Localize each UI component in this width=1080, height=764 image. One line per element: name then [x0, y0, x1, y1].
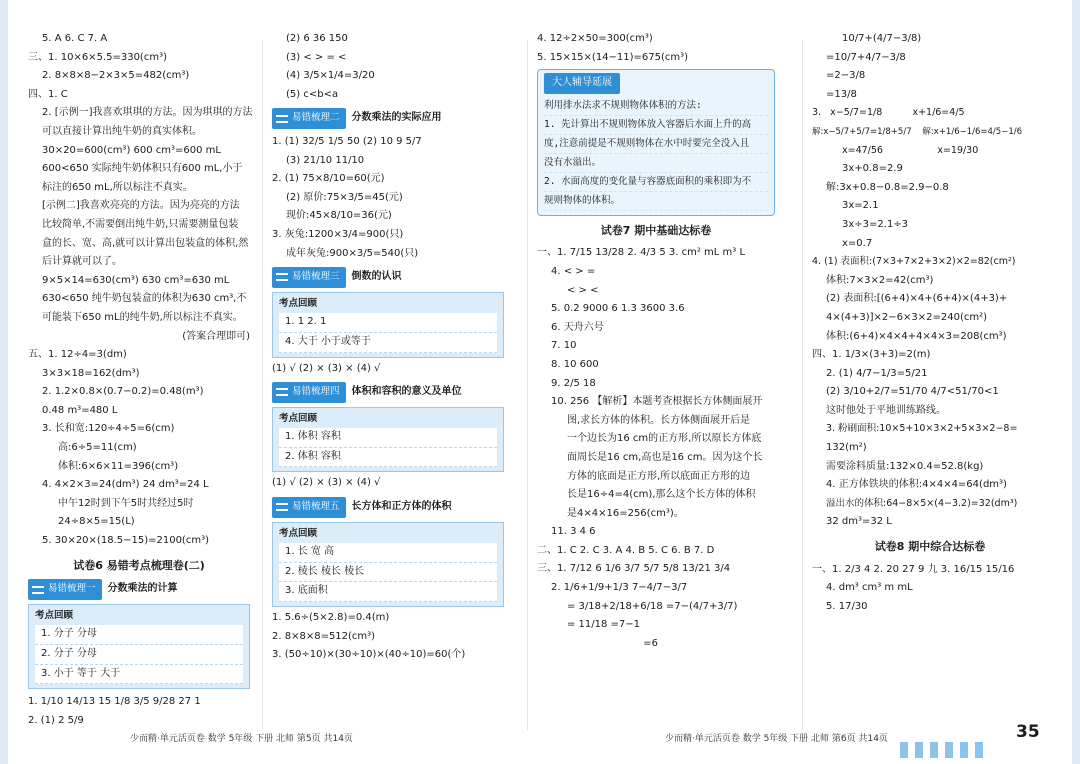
answer-line: 一个边长为16 cm的正方形,所以原长方体底 [567, 433, 762, 445]
section-tag [272, 497, 504, 518]
answer-line: =13/8 [826, 88, 857, 100]
answer-line: 3x+0.8=2.9 [842, 163, 903, 175]
answer-line: 9. 2/5 18 [551, 377, 596, 389]
section-tag-title: 长方体和正方体的体积 [351, 501, 452, 513]
review-item: 3. 小于 等于 大于 [35, 665, 243, 685]
review-box-header: 考点回顾 [279, 297, 318, 309]
answer-line: 32 dm³=32 L [826, 516, 892, 528]
tutor-tip-line: 2. 水面高度的变化量与容器底面积的乘积即为不 [544, 173, 768, 192]
answer-line: 4×(4+3)]×2−6×3×2=240(cm²) [826, 311, 988, 323]
answer-line: 3. 长和宽:120÷4÷5=6(cm) [42, 423, 175, 435]
answer-line: x=0.7 [842, 237, 873, 249]
lines-icon [32, 586, 44, 594]
answer-line: (2) 3/10+2/7=51/70 4/7<51/70<1 [826, 386, 999, 398]
answer-line: 解:3x+0.8−0.8=2.9−0.8 [826, 181, 949, 193]
review-box [272, 522, 504, 607]
answer-line: 2. [示例一]我喜欢琪琪的方法。因为琪琪的方法 [42, 107, 253, 119]
answer-line: 可能装下650 mL的纯牛奶,所以标注不真实。 [42, 311, 243, 323]
answer-line: (5) c<b<a [286, 88, 339, 100]
answer-line: 盒的长、宽、高,就可以计算出包装盒的体积,然 [42, 237, 249, 249]
answer-line: 五、1. 12÷4=3(dm) [28, 349, 127, 361]
answer-line: 四、1. C [28, 88, 68, 100]
section-tag [272, 108, 504, 129]
lines-icon [276, 115, 288, 123]
answer-line: 8. 10 600 [551, 358, 599, 370]
answer-line: (4) 3/5×1/4=3/20 [286, 70, 375, 82]
answer-line: (2) 原价:75×3/5=45(元) [286, 191, 403, 203]
tutor-tip-line: 没有水溢出。 [544, 154, 768, 173]
column-divider [802, 40, 803, 730]
section-tag-label: 易错梳理四 [292, 386, 340, 398]
review-item: 1. 体积 容积 [279, 428, 497, 448]
answer-line: 4. 正方体铁块的体积:4×4×4=64(dm³) [826, 479, 1007, 491]
answer-line: 11. 3 4 6 [551, 526, 596, 538]
answer-line: 长是16÷4=4(cm),那么这个长方体的体积 [567, 489, 756, 501]
answer-column-1 [28, 30, 253, 730]
exam-title: 试卷8 期中综合达标卷 [874, 540, 986, 554]
section-tag-badge [272, 382, 346, 403]
section-tag-badge [272, 497, 346, 518]
answer-line: 3. x−5/7=1/8 x+1/6=4/5 [812, 107, 965, 119]
exam-title: 试卷6 易错考点梳理卷(二) [73, 558, 205, 572]
answer-line: 后计算就可以了。 [42, 256, 122, 268]
tutor-tip-line: 1. 先计算出不规则物体放入容器后水面上升的高 [544, 116, 768, 135]
review-item: 4. 大于 小于或等于 [279, 333, 497, 353]
review-box-header: 考点回顾 [279, 527, 318, 539]
answer-line: 24÷8×5=15(L) [58, 516, 135, 528]
answer-line: [示例二]我喜欢亮亮的方法。因为亮亮的方法 [42, 200, 240, 212]
answer-column-4 [812, 30, 1048, 616]
answer-line: 1. 5.6÷(5×2.8)=0.4(m) [272, 612, 390, 624]
answer-line: 600<650 实际纯牛奶体积只有600 mL,小于 [42, 163, 243, 175]
answer-line: 1. 1/10 14/13 15 1/8 3/5 9/28 27 1 [28, 696, 201, 708]
answer-line: 可以直接计算出纯牛奶的真实体积。 [42, 125, 202, 137]
answer-line: 3. 粉刷面积:10×5+10×3×2+5×3×2−8= [826, 423, 1018, 435]
section-tag-title: 分数乘法的实际应用 [351, 112, 442, 124]
page-number: 35 [1016, 722, 1040, 742]
section-tag-title: 体积和容积的意义及单位 [351, 386, 462, 398]
answer-line: (1) √ (2) × (3) × (4) √ [272, 362, 381, 374]
answer-line: 一、1. 2/3 4 2. 20 27 9 九 3. 16/15 15/16 [812, 563, 1015, 575]
page-edge-right [1072, 0, 1080, 764]
section-tag-title: 分数乘法的计算 [107, 583, 178, 595]
answer-line: = 3/18+2/18+6/18 =7−(4/7+3/7) [567, 600, 738, 612]
answer-line: 3x=2.1 [842, 200, 879, 212]
answer-line: 1. (1) 32/5 1/5 50 (2) 10 9 5/7 [272, 135, 422, 147]
answer-line: 0.48 m³=480 L [42, 404, 118, 416]
section-tag [272, 267, 504, 288]
answer-line: =2−3/8 [826, 70, 866, 82]
answer-line: 630<650 纯牛奶包装盒的体积为630 cm³,不 [42, 293, 247, 305]
section-tag-badge [272, 108, 346, 129]
answer-line: = 11/18 =7−1 [567, 619, 641, 631]
answer-line: 2. 1.2×0.8×(0.7−0.2)=0.48(m³) [42, 386, 204, 398]
review-item: 1. 长 宽 高 [279, 543, 497, 563]
section-tag-label: 易错梳理二 [292, 112, 340, 124]
page-footer: 少而精·单元活页卷 数学 5年级 下册 北师 第5页 共14页 [130, 734, 353, 744]
answer-line: 5. 15×15×(14−11)=675(cm³) [537, 51, 689, 63]
answer-line: (3) < > = < [286, 51, 347, 63]
answer-line: (2) 表面积:[(6+4)×4+(6+4)×(4+3)+ [826, 293, 1008, 305]
answer-line: 3x÷3=2.1÷3 [842, 218, 909, 230]
answer-line: =6 [567, 637, 659, 649]
answer-line: 5. A 6. C 7. A [42, 33, 108, 44]
review-box [28, 604, 250, 689]
section-tag-label: 易错梳理三 [292, 271, 340, 283]
answer-line: 2. (1) 2 5/9 [28, 714, 84, 726]
answer-line: 10/7+(4/7−3/8) [842, 33, 922, 44]
review-item: 2. 分子 分母 [35, 645, 243, 665]
answer-line: 这时他处于平地训练路线。 [826, 404, 946, 416]
answer-line: 二、1. C 2. C 3. A 4. B 5. C 6. B 7. D [537, 544, 715, 556]
answer-line: 4. 12÷2×50=300(cm³) [537, 33, 653, 44]
answer-line: 图,求长方体的体积。长方体侧面展开后是 [567, 414, 751, 426]
answer-line: 三、1. 10×6×5.5=330(cm³) [28, 51, 167, 63]
column-divider [262, 40, 263, 730]
answer-line: 2. (1) 4/7−1/3=5/21 [826, 367, 928, 379]
answer-note: (答案合理即可) [182, 330, 250, 342]
answer-line: 成年灰兔:900×3/5=540(只) [286, 247, 419, 259]
answer-line: 4. 4×2×3=24(dm³) 24 dm³=24 L [42, 479, 209, 491]
review-box [272, 407, 504, 473]
answer-column-2 [272, 30, 504, 665]
answer-line: 现价:45×8/10=36(元) [286, 210, 392, 222]
review-box-header: 考点回顾 [279, 412, 318, 424]
answer-line: 4. < > = [551, 265, 596, 277]
answer-line: 2. 8×8×8=512(cm³) [272, 630, 376, 642]
answer-line: 3. (50÷10)×(30÷10)×(40÷10)=60(个) [272, 649, 466, 661]
section-tag-title: 倒数的认识 [351, 271, 402, 283]
lines-icon [276, 388, 288, 396]
answer-line: 是4×4×16=256(cm³)。 [567, 507, 684, 519]
section-tag-label: 易错梳理一 [48, 583, 96, 595]
lines-icon [276, 273, 288, 281]
answer-line: 3. 灰兔:1200×3/4=900(只) [272, 228, 404, 240]
answer-line: 7. 10 [551, 340, 577, 352]
page-footer: 少而精·单元活页卷 数学 5年级 下册 北师 第6页 共14页 [665, 734, 888, 744]
column-divider [527, 40, 528, 730]
answer-line: 132(m²) [826, 442, 867, 454]
review-item: 2. 棱长 棱长 棱长 [279, 563, 497, 583]
answer-line: x=47/56 x=19/30 [842, 144, 979, 156]
answer-line: 高:6÷5=11(cm) [58, 442, 137, 454]
answer-line: 中午12时到下午5时共经过5时 [58, 497, 194, 509]
answer-line: (1) √ (2) × (3) × (4) √ [272, 477, 381, 489]
answer-line: 4. dm³ cm³ m mL [826, 582, 913, 594]
answer-line: 2. 8×8×8−2×3×5=482(cm³) [42, 70, 190, 82]
answer-line: 三、1. 7/12 6 1/6 3/7 5/7 5/8 13/21 3/4 [537, 563, 731, 575]
answer-line: (3) 21/10 11/10 [286, 154, 365, 166]
answer-line: 10. 256 【解析】本题考查根据长方体侧面展开 [551, 396, 763, 408]
answer-line: 面周长是16 cm,高也是16 cm。因为这个长 [567, 451, 763, 463]
answer-line: 解:x−5/7+5/7=1/8+5/7 解:x+1/6−1/6=4/5−1/6 [812, 126, 1023, 137]
tutor-tip-line: 度,注意前提是不规则物体在水中时要完全没入且 [544, 135, 768, 154]
tutor-tip-box [537, 69, 775, 216]
answer-line: 体积:6×6×11=396(cm³) [58, 460, 179, 472]
review-item: 2. 体积 容积 [279, 448, 497, 468]
answer-line: 体积:(6+4)×4×4+4×4×3=208(cm³) [826, 330, 1007, 342]
answer-line: 需要涂料质量:132×0.4=52.8(kg) [826, 460, 984, 472]
review-item: 1. 分子 分母 [35, 625, 243, 645]
page-edge-left [0, 0, 8, 764]
answer-line: 2. (1) 75×8/10=60(元) [272, 173, 385, 185]
review-item: 1. 1 2. 1 [279, 313, 497, 333]
decorative-stripes [900, 742, 1000, 758]
review-box [272, 292, 504, 358]
tutor-tip-header: 大人辅导延展 [544, 73, 620, 94]
answer-line: 5. 17/30 [826, 600, 868, 612]
section-tag-badge [272, 267, 346, 288]
tutor-tip-line: 规则物体的体积。 [544, 192, 768, 211]
section-tag [28, 579, 250, 600]
section-tag-badge [28, 579, 102, 600]
tutor-tip-line: 利用排水法求不规则物体体积的方法: [544, 97, 768, 116]
answer-line: (2) 6 36 150 [286, 33, 348, 44]
answer-line: =10/7+4/7−3/8 [826, 51, 906, 63]
answer-line: 5. 30×20×(18.5−15)=2100(cm³) [42, 535, 209, 547]
section-tag [272, 382, 504, 403]
answer-line: 标注的650 mL,所以标注不真实。 [42, 181, 193, 193]
section-tag-label: 易错梳理五 [292, 501, 340, 513]
review-item: 3. 底面积 [279, 582, 497, 602]
answer-line: 比较简单,不需要倒出纯牛奶,只需要测量包装 [42, 218, 239, 230]
answer-line: 9×5×14=630(cm³) 630 cm³=630 mL [42, 274, 230, 286]
review-box-header: 考点回顾 [35, 609, 74, 621]
answer-line: 体积:7×3×2=42(cm³) [826, 274, 934, 286]
answer-line: 一、1. 7/15 13/28 2. 4/3 5 3. cm² mL m³ L [537, 247, 746, 259]
exam-title: 试卷7 期中基础达标卷 [600, 223, 712, 237]
answer-line: 溢出水的体积:64−8×5×(4−3.2)=32(dm³) [826, 497, 1018, 509]
answer-line: 方体的底面是正方形,所以底面正方形的边 [567, 470, 751, 482]
answer-line: 3×3×18=162(dm³) [42, 367, 140, 379]
answer-line: 6. 天舟六号 [551, 321, 604, 333]
answer-line: 5. 0.2 9000 6 1.3 3600 3.6 [551, 303, 685, 315]
answer-line: 4. (1) 表面积:(7×3+7×2+3×2)×2=82(cm²) [812, 256, 1016, 268]
answer-line: < > < [567, 284, 599, 296]
answer-line: 2. 1/6+1/9+1/3 7−4/7−3/7 [551, 582, 688, 594]
lines-icon [276, 503, 288, 511]
answer-line: 四、1. 1/3×(3+3)=2(m) [812, 349, 931, 361]
answer-column-3 [537, 30, 775, 653]
answer-line: 30×20=600(cm³) 600 cm³=600 mL [42, 144, 221, 156]
